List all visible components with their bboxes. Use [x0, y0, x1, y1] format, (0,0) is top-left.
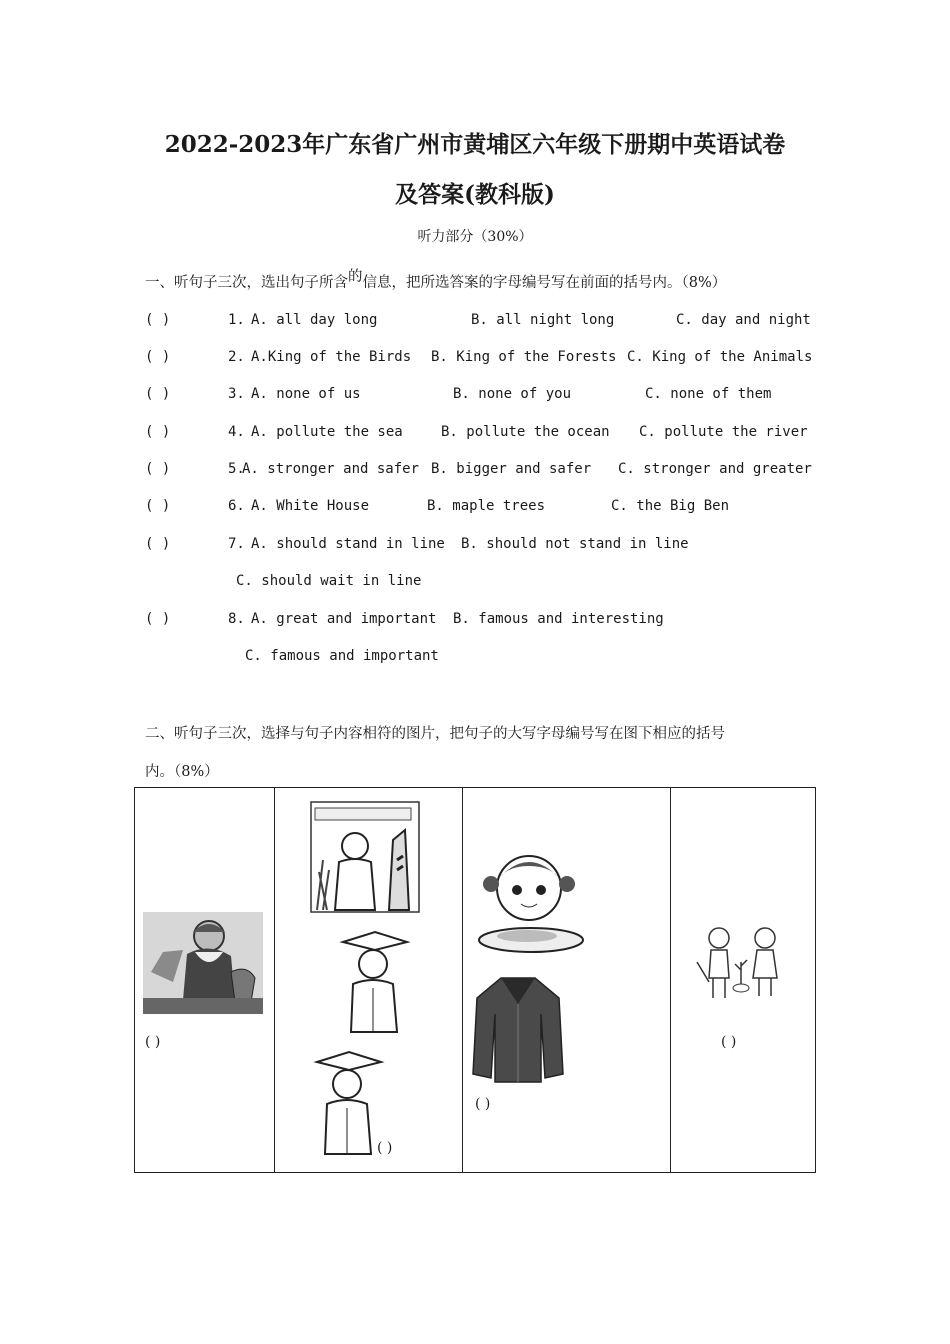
- answer-paren[interactable]: ( ): [145, 349, 171, 365]
- option-a: A. great and important: [251, 611, 437, 627]
- option-a: A. should stand in line: [251, 536, 445, 552]
- answer-paren[interactable]: ( ): [145, 386, 171, 402]
- option-c: C. pollute the river: [639, 424, 808, 440]
- picture-cell-1: [135, 788, 275, 1173]
- answer-paren[interactable]: ( ): [721, 1034, 737, 1050]
- option-a: A. all day long: [251, 312, 378, 328]
- title-line-1: 2022-2023年广东省广州市黄埔区六年级下册期中英语试卷: [164, 131, 786, 158]
- instruction-part-a: 一、听句子三次，选出句子所含: [145, 275, 348, 291]
- instruction-sup: 的: [348, 269, 363, 285]
- option-c-continued: C. should wait in line: [236, 573, 422, 589]
- question-number: 8.: [228, 611, 245, 627]
- section-2-instruction-line-2: 内。（8%）: [145, 764, 219, 780]
- scientist-in-rice-field-icon: [309, 800, 421, 914]
- option-b: B. famous and interesting: [453, 611, 664, 627]
- option-c: C. stronger and greater: [618, 461, 812, 477]
- option-c: C. day and night: [676, 312, 811, 328]
- answer-paren[interactable]: ( ): [145, 611, 171, 627]
- option-b: B. all night long: [471, 312, 615, 328]
- option-b: B. none of you: [453, 386, 572, 402]
- option-a: A. stronger and safer: [242, 461, 420, 477]
- option-c: C. none of them: [645, 386, 772, 402]
- picture-cell-2: [275, 788, 463, 1173]
- listening-label: 听力部分（30%）: [417, 229, 533, 245]
- kids-planting-tree-icon: [695, 922, 791, 1002]
- answer-paren[interactable]: ( ): [145, 424, 171, 440]
- title-line-2: 及答案(教科版): [395, 181, 555, 208]
- old-man-with-dog-icon: [143, 912, 263, 1014]
- question-number: 6.: [228, 498, 245, 514]
- section-2-instruction-line-1: 二、听句子三次，选择与句子内容相符的图片，把句子的大写字母编号写在图下相应的括号: [145, 726, 725, 742]
- fur-coat-icon: [471, 974, 565, 1084]
- answer-paren[interactable]: ( ): [145, 536, 171, 552]
- option-a: A.King of the Birds: [251, 349, 412, 365]
- option-b: B. bigger and safer: [431, 461, 592, 477]
- answer-paren[interactable]: ( ): [145, 312, 171, 328]
- instruction-part-b: 信息，把所选答案的字母编号写在前面的括号内。（8%）: [362, 275, 727, 291]
- picture-cell-3: [463, 788, 671, 1173]
- option-b: B. should not stand in line: [461, 536, 689, 552]
- option-a: A. none of us: [251, 386, 361, 402]
- picture-table: [134, 787, 816, 1173]
- question-number: 5.: [228, 461, 245, 477]
- answer-paren[interactable]: ( ): [377, 1140, 393, 1156]
- picture-cell-4: [671, 788, 816, 1173]
- option-b: B. pollute the ocean: [441, 424, 610, 440]
- option-c-continued: C. famous and important: [245, 648, 439, 664]
- question-number: 3.: [228, 386, 245, 402]
- option-a: A. pollute the sea: [251, 424, 403, 440]
- answer-paren[interactable]: ( ): [145, 498, 171, 514]
- option-b: B. maple trees: [427, 498, 546, 514]
- answer-paren[interactable]: ( ): [475, 1096, 491, 1112]
- option-c: C. King of the Animals: [627, 349, 813, 365]
- question-number: 7.: [228, 536, 245, 552]
- question-number: 4.: [228, 424, 245, 440]
- option-c: C. the Big Ben: [611, 498, 730, 514]
- option-a: A. White House: [251, 498, 370, 514]
- girl-eating-icon: [471, 844, 585, 962]
- section-1-instruction: [145, 271, 726, 292]
- answer-paren[interactable]: ( ): [145, 1034, 161, 1050]
- answer-paren[interactable]: ( ): [145, 461, 171, 477]
- option-b: B. King of the Forests: [431, 349, 617, 365]
- question-number: 1.: [228, 312, 245, 328]
- question-number: 2.: [228, 349, 245, 365]
- graduate-cartoon-icon: [335, 928, 415, 1038]
